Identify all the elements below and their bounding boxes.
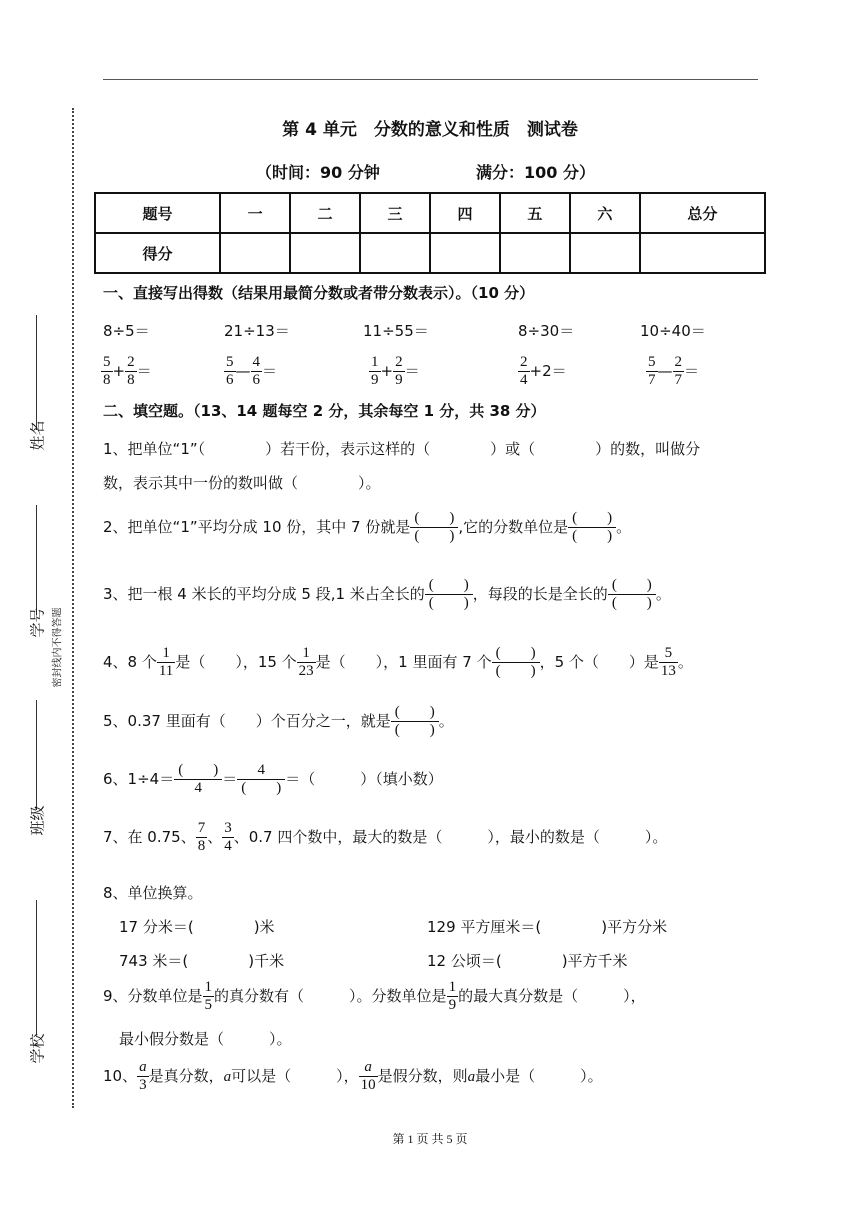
name-label: 姓名 bbox=[28, 420, 47, 451]
calc-fraction-item: $\frac{1}{9}$ + $\frac{2}{9}$ ＝ bbox=[371, 354, 420, 388]
id-line bbox=[36, 505, 37, 615]
question-3: 3、把一根 4 米长的平均分成 5 段,1 米占全长的 $\frac{( )}{( )}$ ，每段的长是全长的 $\frac{( )}{( )}$ 。 bbox=[103, 577, 671, 611]
calc-item: 8÷5＝ bbox=[103, 322, 150, 340]
fraction: $\frac{2}{7}$ bbox=[674, 354, 682, 388]
blank-fraction[interactable]: $\frac{( )}{( )}$ bbox=[492, 645, 540, 680]
page-footer: 第 1 页 共 5 页 bbox=[392, 1132, 468, 1146]
question-5: 5、0.37 里面有（ ）个百分之一，就是 $\frac{( )}{( )}$ 。 bbox=[103, 704, 454, 738]
question-1-line1: 1、把单位“1”（ ）若干份，表示这样的（ ）或（ ）的数，叫做分 bbox=[103, 440, 701, 458]
section2-title: 二、填空题。（13、14 题每空 2 分，其余每空 1 分，共 38 分） bbox=[103, 402, 546, 420]
table-cell: 一 bbox=[220, 193, 290, 233]
question-2: 2、把单位“1”平均分成 10 份，其中 7 份就是 $\frac{( )}{( )}$ ,它的分数单位是 $\frac{( )}{( )}$ 。 bbox=[103, 510, 632, 544]
score-table-header-row bbox=[95, 193, 765, 233]
fraction: $\frac{5}{13}$ bbox=[660, 645, 676, 679]
fraction: $\frac{7}{8}$ bbox=[197, 820, 206, 854]
fraction: $\frac{2}{8}$ bbox=[127, 354, 135, 388]
calc-item: 11÷55＝ bbox=[363, 322, 429, 340]
school-label: 学校 bbox=[28, 1033, 47, 1064]
id-label: 学号 bbox=[28, 607, 47, 638]
fraction: $\frac{a}{10}$ bbox=[360, 1059, 376, 1093]
calc-fraction-item: $\frac{5}{8}$ + $\frac{2}{8}$ ＝ bbox=[103, 354, 152, 388]
table-cell: 五 bbox=[500, 193, 570, 233]
blank-fraction[interactable]: $\frac{( )}{( )}$ bbox=[568, 510, 616, 545]
question-1-line2: 数，表示其中一份的数叫做（ ）。 bbox=[103, 474, 381, 492]
conversion-item: 129 平方厘米＝( )平方分米 bbox=[427, 918, 668, 936]
score-input-cell[interactable] bbox=[360, 233, 430, 273]
fraction: $\frac{1}{9}$ bbox=[448, 979, 457, 1013]
time-text: （时间：90 分钟 bbox=[256, 163, 380, 182]
fraction: $\frac{5}{7}$ bbox=[648, 354, 656, 388]
seal-dotted-line bbox=[72, 108, 74, 1108]
conversion-item: 743 米＝( )千米 bbox=[119, 952, 285, 970]
table-cell: 四 bbox=[430, 193, 500, 233]
question-8-title: 8、单位换算。 bbox=[103, 884, 203, 902]
seal-text: 密封线内不得答题 bbox=[52, 607, 64, 688]
score-table bbox=[94, 192, 766, 274]
fraction: $\frac{4}{6}$ bbox=[252, 354, 260, 388]
blank-fraction[interactable]: $\frac{( )}{( )}$ bbox=[410, 510, 458, 545]
fraction: $\frac{a}{3}$ bbox=[139, 1059, 147, 1093]
blank-fraction[interactable]: $\frac{4}{( )}$ bbox=[237, 762, 285, 797]
blank-fraction[interactable]: $\frac{( )}{( )}$ bbox=[425, 577, 473, 612]
question-7: 7、在 0.75、 $\frac{7}{8}$ 、 $\frac{3}{4}$ 、0.7 四个数中，最大的数是（ ），最小的数是（ ）。 bbox=[103, 820, 668, 854]
calc-fraction-item: $\frac{5}{6}$ — $\frac{4}{6}$ ＝ bbox=[226, 354, 278, 388]
conversion-item: 17 分米＝( )米 bbox=[119, 918, 275, 936]
table-cell: 六 bbox=[570, 193, 640, 233]
question-9-line2: 最小假分数是（ ）。 bbox=[119, 1030, 292, 1048]
table-cell: 总分 bbox=[640, 193, 765, 233]
fraction: $\frac{5}{8}$ bbox=[103, 354, 111, 388]
fraction: $\frac{2}{9}$ bbox=[395, 354, 403, 388]
class-label: 班级 bbox=[28, 805, 47, 836]
table-cell: 得分 bbox=[95, 233, 220, 273]
calc-item: 10÷40＝ bbox=[640, 322, 706, 340]
fraction: $\frac{1}{9}$ bbox=[371, 354, 379, 388]
score-input-cell[interactable] bbox=[570, 233, 640, 273]
fraction: $\frac{1}{11}$ bbox=[158, 645, 174, 679]
score-input-cell[interactable] bbox=[220, 233, 290, 273]
score-table-score-row bbox=[95, 233, 765, 273]
conversion-item: 12 公顷＝( )平方千米 bbox=[427, 952, 628, 970]
question-10: 10、 $\frac{a}{3}$ 是真分数，a可以是（ ）， $\frac{a}{10}$ 是假分数，则a最小是（ ）。 bbox=[103, 1059, 603, 1093]
table-cell: 二 bbox=[290, 193, 360, 233]
full-score-text: 满分：100 分） bbox=[476, 163, 595, 182]
table-cell: 三 bbox=[360, 193, 430, 233]
calc-item: 8÷30＝ bbox=[518, 322, 575, 340]
calc-item: 21÷13＝ bbox=[224, 322, 290, 340]
fraction: $\frac{5}{6}$ bbox=[226, 354, 234, 388]
blank-fraction[interactable]: $\frac{( )}{( )}$ bbox=[391, 704, 439, 739]
page-title: 第 4 单元 分数的意义和性质 测试卷 bbox=[282, 120, 578, 140]
section1-title: 一、直接写出得数（结果用最简分数或者带分数表示）。（10 分） bbox=[103, 284, 535, 302]
blank-fraction[interactable]: $\frac{( )}{4}$ bbox=[174, 762, 222, 797]
name-line bbox=[36, 315, 37, 430]
score-input-cell[interactable] bbox=[500, 233, 570, 273]
calc-fraction-item: $\frac{2}{4}$ +2＝ bbox=[520, 354, 567, 388]
score-input-cell[interactable] bbox=[640, 233, 765, 273]
header-rule bbox=[103, 79, 758, 80]
calc-fraction-item: $\frac{5}{7}$ — $\frac{2}{7}$ ＝ bbox=[648, 354, 700, 388]
class-line bbox=[36, 700, 37, 810]
table-cell: 题号 bbox=[95, 193, 220, 233]
question-4: 4、8 个 $\frac{1}{11}$ 是（ ），15 个 $\frac{1}{23}$ 是（ ），1 里面有 7 个 $\frac{( )}{( )}$ ，5 个（ ）是 $\frac{5}{13}$ 。 bbox=[103, 645, 693, 679]
question-9: 9、分数单位是 $\frac{1}{5}$ 的真分数有（ ）。分数单位是 $\frac{1}{9}$ 的最大真分数是（ ）， bbox=[103, 979, 646, 1013]
fraction: $\frac{1}{5}$ bbox=[204, 979, 213, 1013]
score-input-cell[interactable] bbox=[290, 233, 360, 273]
school-line bbox=[36, 900, 37, 1035]
fraction: $\frac{1}{23}$ bbox=[298, 645, 314, 679]
question-6: 6、1÷4＝ $\frac{( )}{4}$ ＝ $\frac{4}{( )}$ ＝（ ）（填小数） bbox=[103, 762, 443, 796]
fraction: $\frac{3}{4}$ bbox=[224, 820, 232, 854]
score-input-cell[interactable] bbox=[430, 233, 500, 273]
fraction: $\frac{2}{4}$ bbox=[520, 354, 528, 388]
blank-fraction[interactable]: $\frac{( )}{( )}$ bbox=[608, 577, 656, 612]
